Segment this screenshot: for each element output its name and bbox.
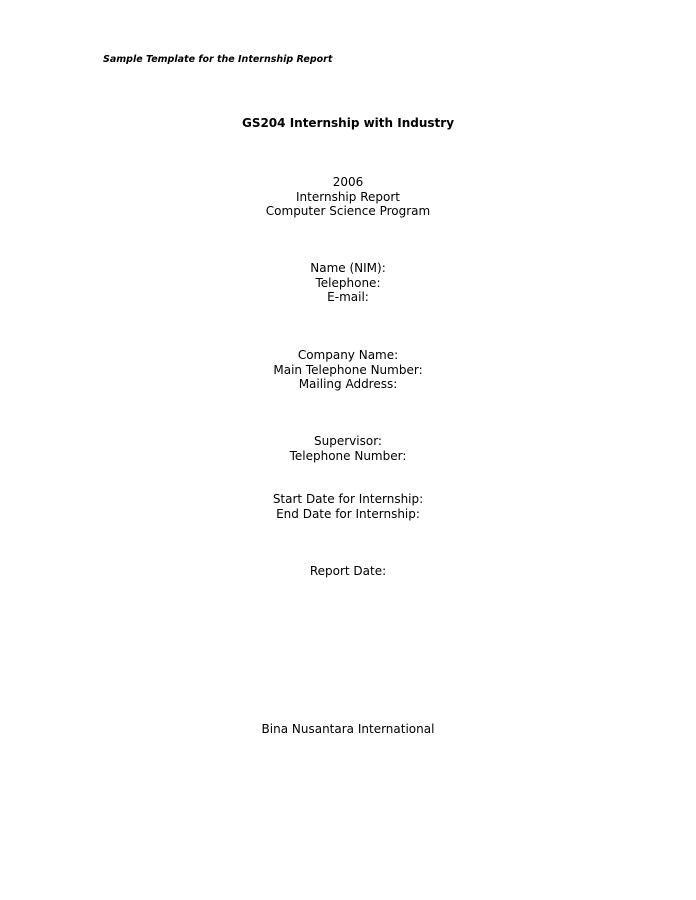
student-info-block: [0, 261, 696, 305]
supervisor-telephone-label: Telephone Number:: [289, 448, 407, 463]
student-telephone-label: Telephone:: [315, 275, 381, 290]
supervisor-info-block: [0, 434, 696, 463]
supervisor-label: Supervisor:: [314, 434, 382, 448]
template-header-note: Sample Template for the Internship Report: [103, 54, 333, 65]
student-name-label: Name (NIM):: [310, 261, 386, 275]
report-date-label: Report Date:: [309, 564, 387, 578]
report-type: Internship Report: [296, 189, 400, 204]
company-info-block: [0, 348, 696, 392]
company-name-label: Company Name:: [297, 348, 399, 362]
company-telephone-label: Main Telephone Number:: [273, 362, 423, 377]
course-title: GS204 Internship with Industry: [241, 116, 455, 130]
student-email-label: E-mail:: [327, 290, 369, 304]
report-info-block: [0, 175, 696, 219]
start-date-label: Start Date for Internship:: [272, 492, 424, 506]
program-name: Computer Science Program: [265, 204, 431, 218]
company-address-label: Mailing Address:: [298, 377, 398, 391]
report-year: 2006: [332, 175, 364, 189]
internship-dates-block: [0, 492, 696, 521]
end-date-label: End Date for Internship:: [276, 506, 420, 521]
institution-name: Bina Nusantara International: [261, 722, 435, 736]
